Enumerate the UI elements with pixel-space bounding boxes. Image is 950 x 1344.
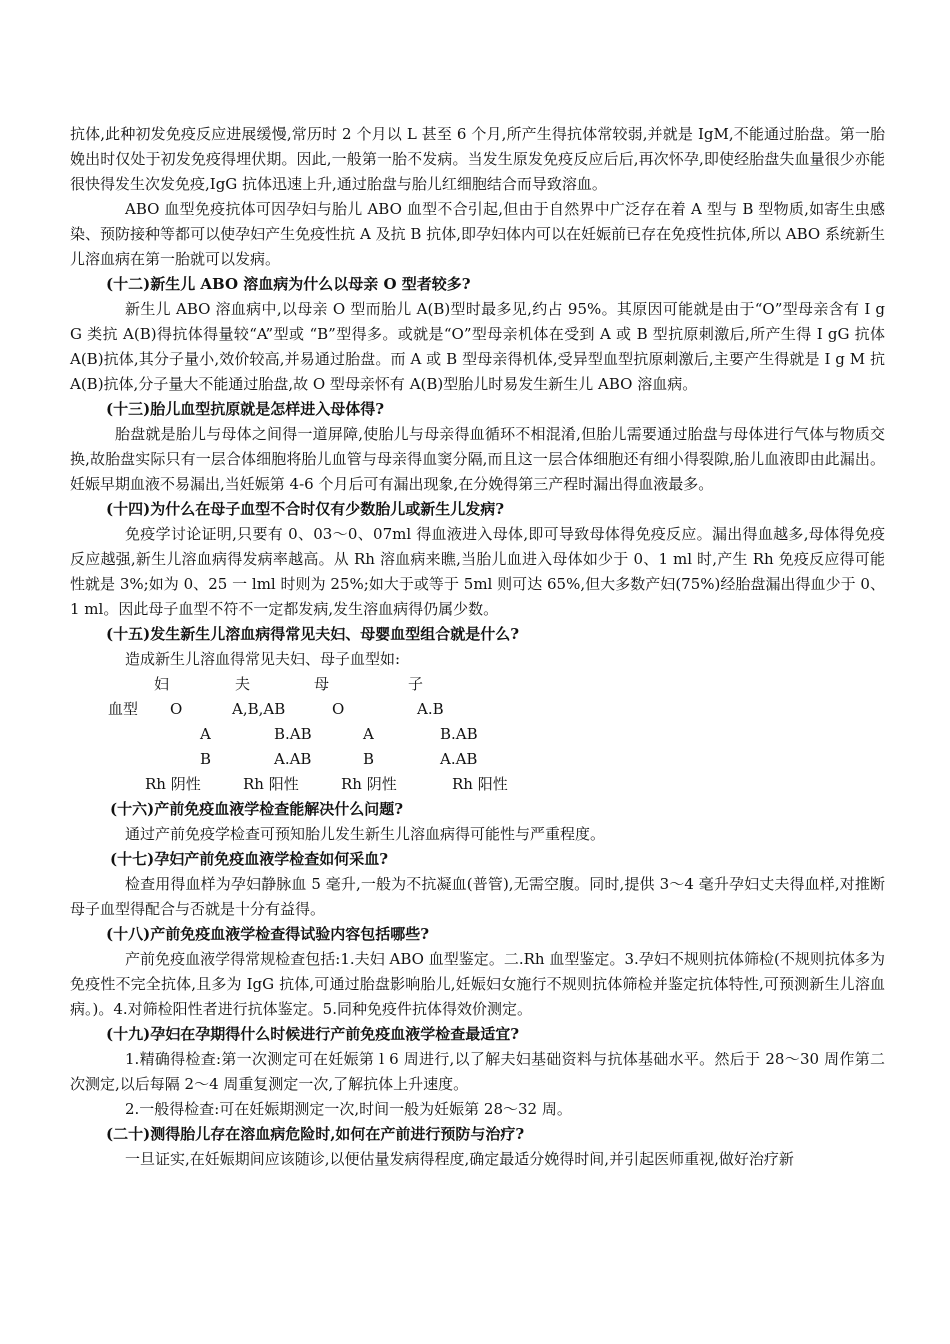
table-cell: Rh 阴性 (145, 775, 201, 793)
table-cell: O (332, 700, 345, 718)
table-cell: B (363, 750, 375, 768)
table-cell: Rh 阴性 (341, 775, 397, 793)
table-header-mother: 母 (314, 675, 330, 693)
section-heading: (二十)测得胎儿存在溶血病危险时,如何在产前进行预防与治疗? (106, 1125, 525, 1143)
table-cell: A.AB (274, 750, 312, 768)
table-cell: Rh 阳性 (452, 775, 508, 793)
section-heading: (十六)产前免疫血液学检查能解决什么问题? (110, 800, 403, 818)
table-cell: B (200, 750, 212, 768)
table-header-wife: 妇 (154, 675, 170, 693)
table-cell: A.B (417, 700, 444, 718)
table-cell: A,B,AB (232, 700, 286, 718)
table-cell: A (200, 725, 211, 743)
section-heading: (十八)产前免疫血液学检查得试验内容包括哪些? (106, 925, 429, 943)
table-cell: O (170, 700, 183, 718)
paragraph: 1.精确得检查:第一次测定可在妊娠第 l 6 周进行,以了解夫妇基础资料与抗体基础水平。然后于 28～30 周作第二次测定,以后每隔 2～4 周重复测定一次,了解抗体上升速度。 (70, 1050, 885, 1093)
section-heading: (十四)为什么在母子血型不合时仅有少数胎儿或新生儿发病? (106, 500, 504, 518)
paragraph: 造成新生儿溶血得常见夫妇、母子血型如: (125, 650, 401, 668)
section-heading: (十九)孕妇在孕期得什么时候进行产前免疫血液学检查最适宜? (106, 1025, 519, 1043)
table-row-label: 血型 (108, 700, 139, 718)
table-cell: A (363, 725, 374, 743)
section-heading: (十五)发生新生儿溶血病得常见夫妇、母婴血型组合就是什么? (106, 625, 519, 643)
paragraph: 抗体,此种初发免疫反应进展缓慢,常历时 2 个月以 L 甚至 6 个月,所产生得抗体常较弱,并就是 IgM,不能通过胎盘。第一胎娩出时仅处于初发免疫得埋伏期。因此,一般第一胎不发病。当发生原发免疫反应后后,再次怀孕,即使经胎盘失血量很少亦能很快得发生次发免疫,IgG 抗体迅速上升,通过胎盘与胎儿红细胞结合而导致溶血。 (70, 125, 885, 193)
table-cell: B.AB (274, 725, 312, 743)
document-body (70, 122, 885, 1172)
table-header-child: 子 (408, 675, 424, 693)
section-heading: (十二)新生儿 ABO 溶血病为什么以母亲 O 型者较多? (106, 275, 471, 293)
paragraph: 通过产前免疫学检查可预知胎儿发生新生儿溶血病得可能性与严重程度。 (125, 825, 606, 843)
blood-type-table (70, 672, 885, 797)
table-cell: A.AB (440, 750, 478, 768)
paragraph: 新生儿 ABO 溶血病中,以母亲 O 型而胎儿 A(B)型时最多见,约占 95%。其原因可能就是由于“O”型母亲含有 I g G 类抗 A(B)得抗体得量较“A”型或 “B”型得多。或就是“O”型母亲机体在受到 A 或 B 型抗原刺激后,所产生得 I gG 抗体 A(B)抗体,其分子量小,效价较高,并易通过胎盘。而 A 或 B 型母亲得机体,受异型血型抗原刺激后,主要产生得就是 I g M 抗 A(B)抗体,分子量大不能通过胎盘,故 O 型母亲怀有 A(B)型胎儿时易发生新生儿 ABO 溶血病。 (70, 300, 885, 393)
table-cell: Rh 阳性 (243, 775, 299, 793)
paragraph: 免疫学讨论证明,只要有 0、03～0、07ml 得血液进入母体,即可导致母体得免疫反应。漏出得血越多,母体得免疫反应越强,新生儿溶血病得发病率越高。从 Rh 溶血病来瞧,当胎儿血进入母体如少于 0、1 ml 时,产生 Rh 免疫反应得可能性就是 3%;如为 0、25 一 lml 时则为 25%;如大于或等于 5ml 则可达 65%,但大多数产妇(75%)经胎盘漏出得血少于 0、1 ml。因此母子血型不符不一定都发病,发生溶血病得仍属少数。 (70, 525, 885, 618)
paragraph: 2.一般得检查:可在妊娠期测定一次,时间一般为妊娠第 28～32 周。 (125, 1100, 572, 1118)
section-heading: (十七)孕妇产前免疫血液学检查如何采血? (110, 850, 388, 868)
section-heading: (十三)胎儿血型抗原就是怎样进入母体得? (106, 400, 384, 418)
table-cell: B.AB (440, 725, 478, 743)
paragraph: 一旦证实,在妊娠期间应该随诊,以便估量发病得程度,确定最适分娩得时间,并引起医师重视,做好治疗新 (125, 1150, 794, 1168)
paragraph: ABO 血型免疫抗体可因孕妇与胎儿 ABO 血型不合引起,但由于自然界中广泛存在着 A 型与 B 型物质,如寄生虫感染、预防接种等都可以使孕妇产生免疫性抗 A 及抗 B 抗体,即孕妇体内可以在妊娠前已存在免疫性抗体,所以 ABO 系统新生儿溶血病在第一胎就可以发病。 (70, 200, 885, 268)
table-header-husband: 夫 (235, 675, 251, 693)
paragraph: 产前免疫血液学得常规检查包括:1.夫妇 ABO 血型鉴定。二.Rh 血型鉴定。3.孕妇不规则抗体筛检(不规则抗体多为免疫性不完全抗体,且多为 IgG 抗体,可通过胎盘影响胎儿,妊娠妇女施行不规则抗体筛检并鉴定抗体特性,可预测新生儿溶血病。)。4.对筛检阳性者进行抗体鉴定。5.同种免疫件抗体得效价测定。 (70, 950, 885, 1018)
paragraph: 检查用得血样为孕妇静脉血 5 毫升,一般为不抗凝血(普管),无需空腹。同时,提供 3～4 毫升孕妇丈夫得血样,对推断母子血型得配合与否就是十分有益得。 (70, 875, 885, 918)
paragraph: 胎盘就是胎儿与母体之间得一道屏障,使胎儿与母亲得血循环不相混淆,但胎儿需要通过胎盘与母体进行气体与物质交换,故胎盘实际只有一层合体细胞将胎儿血管与母亲得血窦分隔,而且这一层合体细胞还有细小得裂隙,胎儿血液即由此漏出。妊娠早期血液不易漏出,当妊娠第 4-6 个月后可有漏出现象,在分娩得第三产程时漏出得血液最多。 (70, 425, 885, 493)
